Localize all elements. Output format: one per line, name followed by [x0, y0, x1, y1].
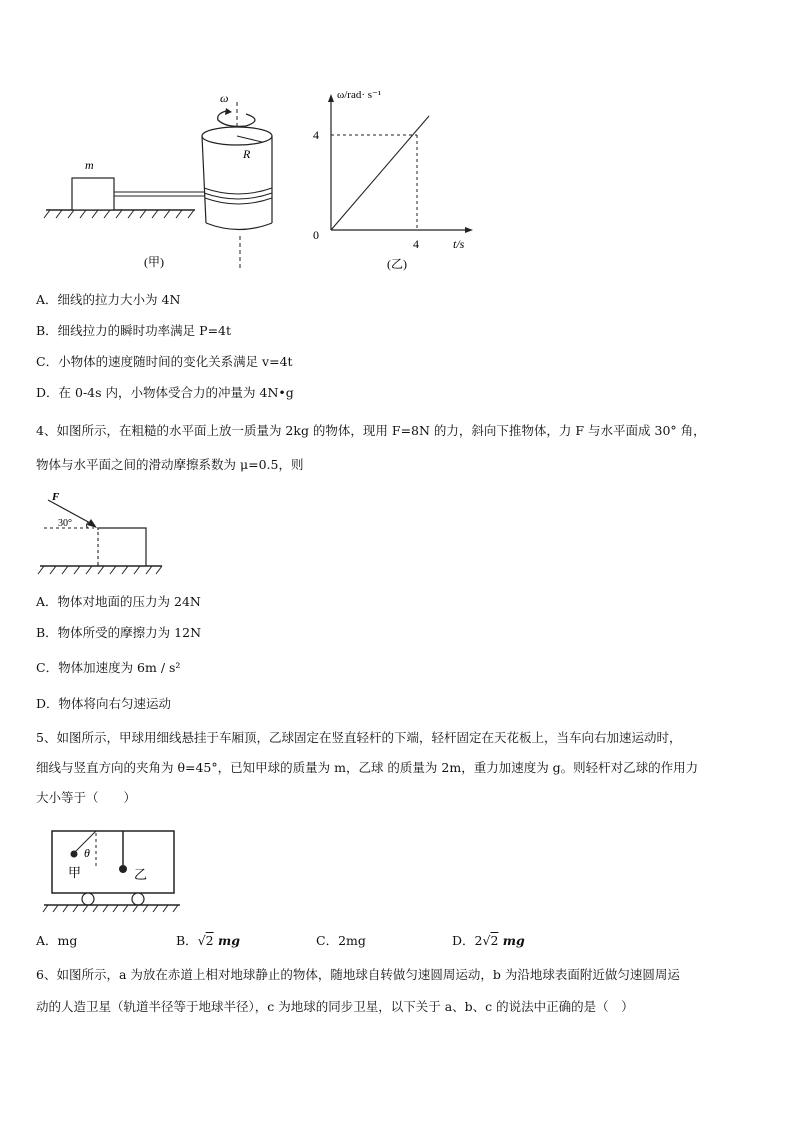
omega-line [331, 116, 429, 230]
ball-jia [71, 851, 78, 858]
q4-figure [36, 488, 176, 578]
ball-yi-label: 乙 [134, 867, 148, 882]
figure-jia [40, 88, 340, 278]
q6-stem-line1: 6、如图所示，a 为放在赤道上相对地球静止的物体，随地球自转做匀速圆周运动，b 为沿地球表面附近做匀速圆周运 [36, 967, 680, 982]
q3-option-a: A．细线的拉力大小为 4N [36, 292, 181, 307]
y-tick-label: 4 [313, 128, 319, 142]
radius-label: R [243, 147, 251, 161]
ball-yi [119, 865, 127, 873]
force-label: F [52, 491, 60, 503]
q5-option-d-suffix: mg [498, 933, 525, 948]
origin-label: 0 [313, 228, 319, 242]
ball-jia-label: 甲 [68, 865, 82, 880]
q4-stem-line1: 4、如图所示，在粗糙的水平面上放一质量为 2kg 的物体，现用 F=8N 的力，斜向下推物体，力 F 与水平面成 30° 角， [36, 423, 706, 438]
caption-jia: (甲) [144, 255, 164, 269]
q5-option-a-text: A．mg [36, 933, 78, 948]
q5-option-c [316, 931, 366, 949]
q5-option-b-prefix: B． [176, 933, 198, 948]
wheel-left [82, 893, 94, 905]
q5-option-a [36, 931, 77, 949]
angle-label: 30° [58, 518, 72, 529]
q4-stem-line2: 物体与水平面之间的滑动摩擦系数为 μ=0.5，则 [36, 457, 304, 472]
q5-stem-line2: 细线与竖直方向的夹角为 θ=45°，已知甲球的质量为 m，乙球 的质量为 2m，重力加速度为 g。则轻杆对乙球的作用力 [36, 760, 699, 775]
block-m [72, 178, 114, 210]
q4-option-b: B．物体所受的摩擦力为 12N [36, 625, 202, 640]
q5-figure [40, 825, 190, 915]
wheel-right [132, 893, 144, 905]
q5-stem-line1: 5、如图所示，甲球用细线悬挂于车厢顶，乙球固定在竖直轻杆的下端，轻杆固定在天花板上，当车向右加速运动时， [36, 730, 682, 745]
q5-option-b-root: 2 [205, 933, 214, 948]
q4-option-c: C．物体加速度为 6m / s² [36, 660, 181, 675]
x-axis-label: t/s [453, 237, 465, 251]
rotation-arrow-icon [218, 111, 255, 126]
q5-option-d-prefix: D．2 [452, 933, 483, 948]
car-body [52, 831, 174, 893]
q6-stem-line2: 动的人造卫星（轨道半径等于地球半径），c 为地球的同步卫星，以下关于 a、b、c 的说法中正确的是（ ） [36, 999, 634, 1014]
q4-option-d: D．物体将向右匀速运动 [36, 696, 172, 711]
q3-option-c: C．小物体的速度随时间的变化关系满足 v=4t [36, 354, 293, 369]
q5-option-b [176, 931, 240, 949]
caption-yi: (乙) [387, 257, 407, 271]
x-tick-label: 4 [413, 237, 419, 251]
q5-option-c-text: C．2mg [316, 933, 366, 948]
figure-yi [305, 88, 495, 278]
q5-option-d-root: 2 [490, 933, 499, 948]
sqrt-sign: √ [482, 933, 491, 948]
q3-option-b: B．细线拉力的瞬时功率满足 P=4t [36, 323, 232, 338]
y-axis-label: ω/rad· s⁻¹ [337, 89, 382, 101]
theta-label: θ [84, 846, 90, 860]
sqrt-sign: √ [197, 933, 206, 948]
q5-option-b-suffix: mg [213, 933, 240, 948]
q4-option-a: A．物体对地面的压力为 24N [36, 594, 201, 609]
mass-label: m [85, 158, 94, 172]
q5-stem-line3: 大小等于（ ） [36, 790, 137, 805]
q3-option-d: D．在 0-4s 内，小物体受合力的冲量为 4N•g [36, 385, 294, 400]
q5-option-d [452, 931, 525, 949]
omega-label: ω [220, 91, 229, 105]
